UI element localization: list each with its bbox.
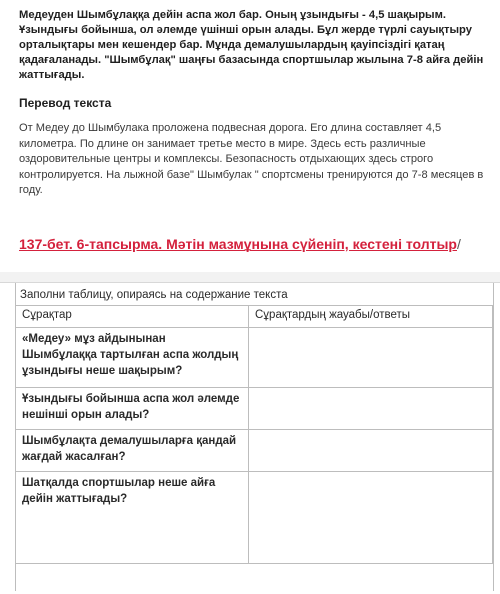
table-header-row <box>16 306 493 328</box>
task-line <box>19 236 489 252</box>
table-row <box>16 388 493 430</box>
question-cell: Шатқалда спортшылар неше айға дейін жаттығады? <box>16 472 249 564</box>
qa-table <box>15 305 493 564</box>
table-row <box>16 328 493 388</box>
table-caption: Заполни таблицу, опираясь на содержание текста <box>20 289 288 301</box>
text-card <box>0 0 500 273</box>
translation-heading: Перевод текста <box>19 96 112 110</box>
answer-cell[interactable] <box>249 328 493 388</box>
table-row <box>16 472 493 564</box>
russian-paragraph: От Медеу до Шымбулака проложена подвесная дорога. Его длина составляет 4,5 километра. По длине он занимает третье место в мире. Здесь есть различные оздоровительные центры и комплексы. Безопасность отдыхающих здесь строго контролируется. На лыжной базе" Шымбулак " спортсмены тренируются до 7-8 месяцев в году. <box>19 122 484 196</box>
task-text: 137-бет. 6-тапсырма. Мәтін мазмұнына сүйеніп, кестені толтыр <box>19 236 457 252</box>
section-divider <box>0 272 500 283</box>
header-answers: Сұрақтардың жауабы/ответы <box>249 306 493 328</box>
question-cell: «Медеу» мұз айдынынан Шымбұлаққа тартылған аспа жолдың ұзындығы неше шақырым? <box>16 328 249 388</box>
answer-cell[interactable] <box>249 472 493 564</box>
question-cell: Ұзындығы бойынша аспа жол әлемде нешінші орын алады? <box>16 388 249 430</box>
table-row <box>16 430 493 472</box>
task-trailing-slash: / <box>457 236 461 252</box>
kazakh-paragraph: Медеуден Шымбұлаққа дейін аспа жол бар. Оның ұзындығы - 4,5 шақырым. Ұзындығы бойынша, ол әлемде үшінші орын алады. Бұл жерде түрлі сауықтыру орталықтары мен кешендер бар. Мұнда демалушылардың қауіпсіздігі қатаң қадағаланады. "Шымбұлақ" шаңғы базасында спортшылар жылына 7-8 айға дейін жаттығады. <box>19 9 484 81</box>
question-cell: Шымбұлақта демалушыларға қандай жағдай жасалған? <box>16 430 249 472</box>
header-questions: Сұрақтар <box>16 306 249 328</box>
answer-cell[interactable] <box>249 430 493 472</box>
answer-cell[interactable] <box>249 388 493 430</box>
table-card <box>0 283 500 594</box>
